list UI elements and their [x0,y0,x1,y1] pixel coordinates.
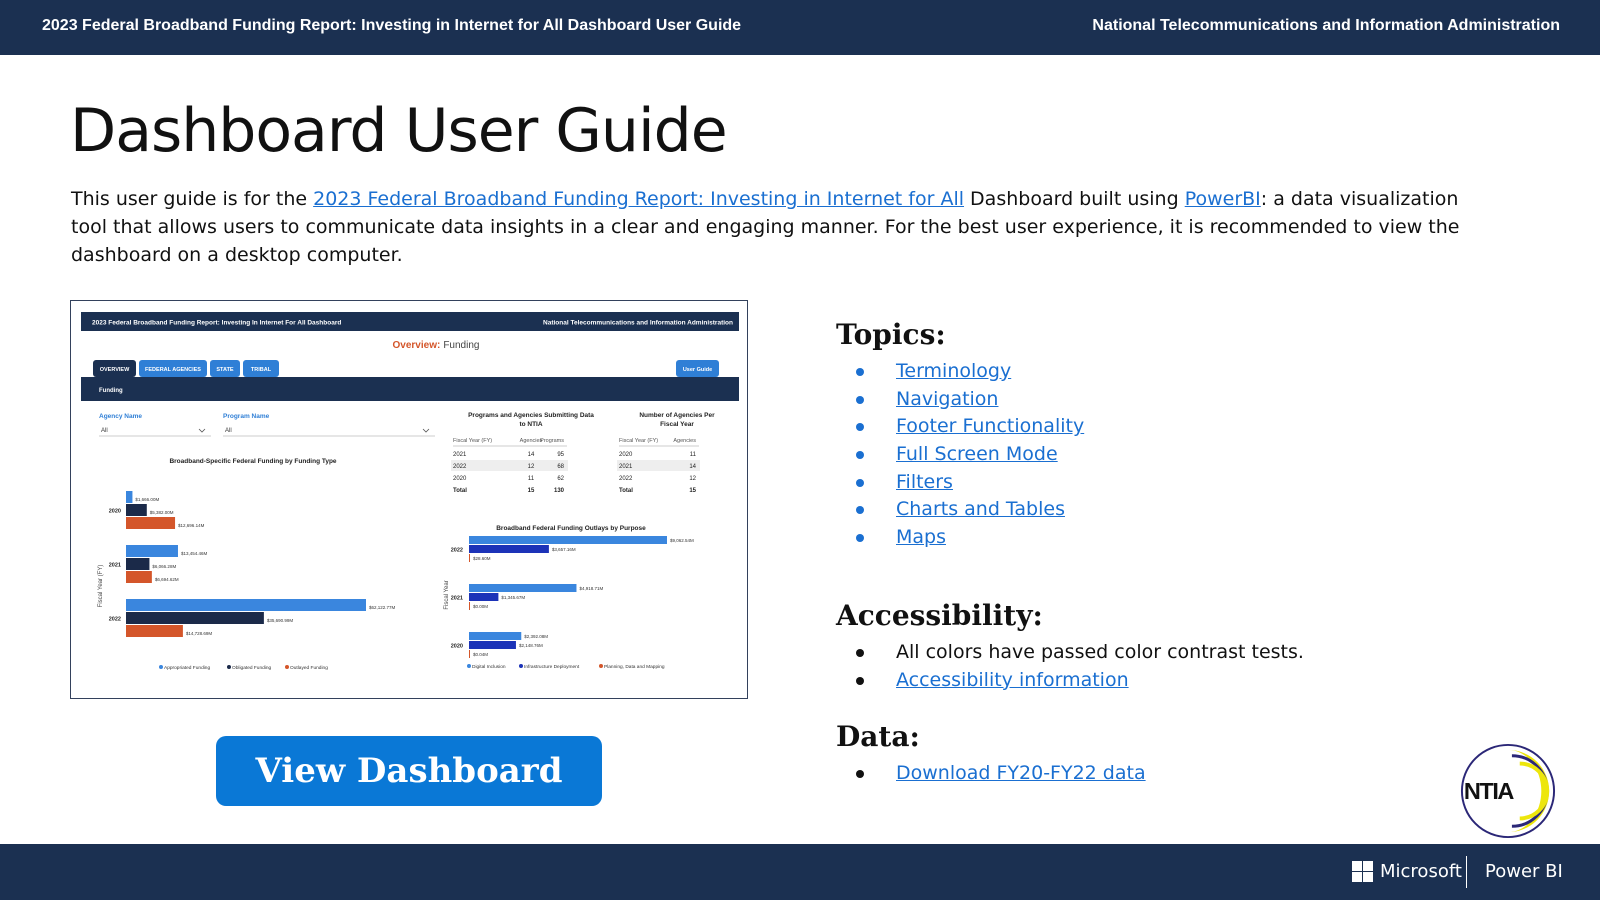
download-data-link[interactable]: Download FY20-FY22 data [896,762,1146,784]
chart2-legend [467,664,665,670]
bar [469,632,521,640]
bar [126,625,183,637]
list-item [836,386,1084,414]
data-label: $3,657.16M [551,547,576,552]
preview-table2-title: Number of Agencies Per [639,412,715,419]
data-label: $0.04M [473,652,489,657]
report-link[interactable]: 2023 Federal Broadband Funding Report: Investing in Internet for All [313,188,965,210]
list-item [836,496,1084,524]
preview-header-left: 2023 Federal Broadband Funding Report: Investing In Internet For All Dashboard [92,319,342,327]
topic-link-charts-and-tables[interactable]: Charts and Tables [896,498,1065,521]
category-label: 2022 [108,616,121,623]
intro-text-2: Dashboard built using [964,188,1185,210]
legend-label: Digital Inclusion [472,665,506,670]
data-label: $13,454.46M [180,551,208,556]
bar [126,504,147,516]
powerbi-link[interactable]: PowerBI [1184,188,1261,210]
category-label: 2021 [450,595,463,602]
dashboard-preview-image [70,300,748,699]
data-label: $9,062.54M [670,538,694,543]
bullet-icon [856,770,864,778]
topic-link-footer-functionality[interactable]: Footer Functionality [896,415,1085,438]
table-cell: 11 [527,476,535,482]
preview-table2-title: Fiscal Year [660,421,694,428]
bar [126,545,178,557]
bar [126,517,175,529]
table-header: Agencies [673,438,696,444]
list-item [836,441,1084,469]
category-label: 2022 [450,547,463,554]
accessibility-heading: Accessibility: [836,599,1043,632]
page-title: Dashboard User Guide [70,96,727,166]
ntia-logo [1459,742,1557,840]
bar [469,641,516,649]
table-cell: 12 [527,464,535,470]
data-label: $2,392.08M [524,634,549,639]
table-cell: 2022 [453,464,467,470]
table-cell: 2021 [619,464,633,470]
top-banner [0,0,1600,55]
category-label: 2021 [108,562,121,569]
ntia-logo-text: NTIA [1463,777,1513,804]
data-label: $12,696.14M [178,523,205,528]
table-cell: 14 [527,452,535,458]
data-label: $4,918.71M [579,586,604,591]
table-cell: Total [619,488,633,494]
category-label: 2020 [450,643,463,650]
chart2-title: Broadband Federal Funding Outlays by Purpose [496,525,646,532]
chart1-y-label: Fiscal Year (FY) [98,564,104,608]
bar [469,536,667,544]
table-cell: 95 [557,452,564,458]
table-cell: 11 [689,452,696,458]
list-item [836,413,1084,441]
topics-list [836,358,1084,552]
data-label: $62,122.77M [369,605,396,610]
table-header: Programs [540,438,564,444]
list-item [836,469,1084,497]
list-item [836,524,1084,552]
topic-link-filters[interactable]: Filters [896,470,953,493]
data-heading: Data: [836,720,920,753]
data-label: $2,148.76M [518,643,543,648]
legend-label: Planning, Data and Mapping [604,665,665,670]
list-item [836,760,1146,788]
legend-swatch [599,664,603,668]
data-label: $28.60M [473,556,491,561]
legend-label: Appropriated Funding [164,666,211,671]
table-cell: 62 [557,476,564,482]
list-item [836,639,1304,667]
footer-divider [1466,856,1467,888]
chart1-legend [159,665,328,671]
table-cell: 14 [689,464,696,470]
bar [126,491,132,503]
table-cell: Total [453,488,467,494]
data-label: $5,382.00M [149,510,174,515]
bullet-icon [856,534,864,542]
bar [469,545,549,553]
contrast-note: All colors have passed color contrast tests. [896,641,1304,663]
category-label: 2020 [108,508,121,515]
preview-filter-program-label: Program Name [223,413,270,420]
bar [469,554,470,562]
legend-swatch [159,665,163,669]
data-label: $6,066.28M [152,564,177,569]
legend-swatch [227,665,231,669]
bullet-icon [856,396,864,404]
preview-band-label: Funding [99,388,123,394]
topics-heading: Topics: [836,318,946,351]
list-item [836,667,1304,695]
table-header: Agencies [519,438,543,444]
bullet-icon [856,479,864,487]
table-cell: 2020 [453,476,467,482]
legend-label: Obligated Funding [232,666,272,671]
preview-band [81,377,739,401]
preview-table1-title: Programs and Agencies Submitting Data [468,412,594,419]
legend-swatch [285,665,289,669]
accessibility-list [836,639,1304,694]
topic-link-terminology[interactable]: Terminology [896,360,1012,382]
preview-overview: Overview: Funding [392,340,480,351]
topic-link-navigation[interactable]: Navigation [896,387,999,410]
preview-header-right: National Telecommunications and Information Administration [543,319,733,327]
banner-title: 2023 Federal Broadband Funding Report: Investing in Internet for All Dashboard User Guide [42,17,742,34]
bar [469,650,470,658]
powerbi-label: Power BI [1485,861,1563,882]
microsoft-logo-icon [1352,861,1373,882]
data-label: $0.00M [473,604,489,609]
banner-agency: National Telecommunications and Information Administration [1092,17,1560,34]
preview-tab-label: User Guide [682,367,713,373]
data-label: $1,345.67M [501,595,526,600]
data-label: $6,694.62M [154,577,179,582]
bullet-icon [856,649,864,657]
data-label: $1,666.00M [135,497,160,502]
chart2-y-label: Fiscal Year [444,580,450,610]
table-header: Fiscal Year (FY) [619,438,659,444]
legend-swatch [467,664,471,668]
legend-swatch [519,664,523,668]
bar [469,584,576,592]
table-cell: 2022 [619,476,633,482]
preview-filter-program-value: All [225,428,232,434]
bar [126,571,152,583]
bullet-icon [856,423,864,431]
bullet-icon [856,506,864,514]
data-list [836,760,1146,788]
data-label: $14,728.69M [185,631,213,636]
bar [126,612,264,624]
table-header: Fiscal Year (FY) [453,438,493,444]
view-dashboard-button[interactable]: View Dashboard [216,736,602,806]
bullet-icon [856,451,864,459]
legend-label: Outlayed Funding [290,666,328,671]
preview-table1-title: to NTIA [519,421,543,428]
bar [126,599,366,611]
preview-tab-label: OVERVIEW [99,367,130,373]
topic-link-maps[interactable]: Maps [896,526,946,549]
table-cell: 12 [689,476,696,482]
data-label: $35,690.99M [266,618,294,623]
list-item [836,358,1084,386]
table-cell: 15 [527,488,535,494]
bar [469,602,470,610]
preview-filter-agency-label: Agency Name [99,413,142,420]
chart1-title: Broadband-Specific Federal Funding by Funding Type [169,458,337,465]
footer-bar [0,844,1600,900]
table-cell: 2021 [453,452,467,458]
preview-tab-label: STATE [216,367,234,373]
bullet-icon [856,677,864,685]
bar [126,558,149,570]
table-cell: 2020 [619,452,633,458]
table-cell: 130 [553,488,564,494]
bar [469,593,498,601]
topic-link-full-screen-mode[interactable]: Full Screen Mode [896,443,1058,466]
legend-label: Infrastructure Deployment [524,665,580,670]
bullet-icon [856,368,864,376]
table-cell: 15 [689,488,696,494]
table-cell: 68 [557,464,564,470]
intro-text-1: This user guide is for the [71,188,314,210]
preview-filter-agency-value: All [101,428,108,434]
accessibility-info-link[interactable]: Accessibility information [896,668,1129,691]
intro-text-3: : a data visualization tool that allows users to communicate data insights in a clear and engaging manner. For the best user experience, it is recommended to view the dashboard on a desktop computer. [71,188,1460,266]
preview-tab-label: TRIBAL [250,367,272,373]
preview-tab-label: FEDERAL AGENCIES [145,367,201,373]
intro-paragraph [71,185,1491,269]
microsoft-label: Microsoft [1380,861,1462,882]
